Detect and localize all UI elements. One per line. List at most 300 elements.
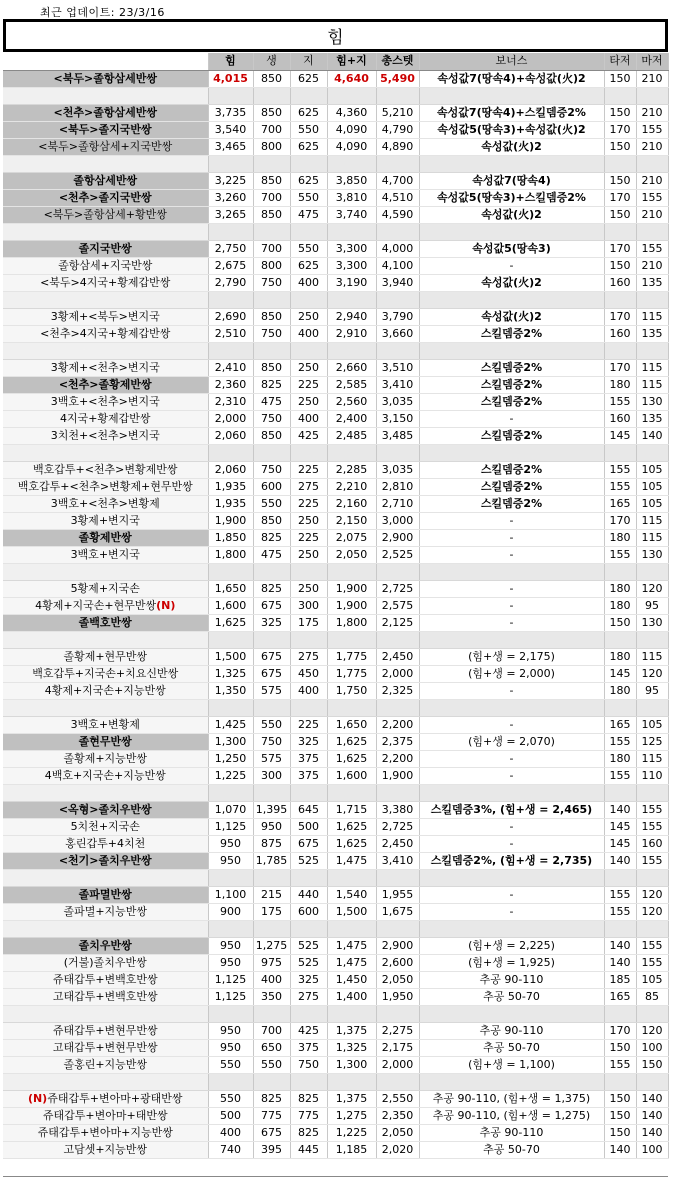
spacer-cell — [419, 1073, 604, 1090]
spacer-row — [3, 1005, 668, 1022]
build-name-cell: <북두>졸항삼세반쌍 — [3, 70, 208, 87]
mag-res-value: 160 — [636, 835, 668, 852]
hp-value: 575 — [253, 682, 290, 699]
spacer-cell — [604, 699, 636, 716]
spacer-cell — [253, 920, 290, 937]
table-row — [3, 325, 668, 342]
table-row — [3, 495, 668, 512]
build-name-cell: 4황제+지국손+지능반쌍 — [3, 682, 208, 699]
total-value: 2,200 — [376, 750, 419, 767]
str-int-value: 1,185 — [327, 1141, 376, 1158]
phys-res-value: 160 — [604, 325, 636, 342]
mag-res-value: 130 — [636, 614, 668, 631]
mag-res-value: 115 — [636, 308, 668, 325]
hp-value: 475 — [253, 393, 290, 410]
build-name-cell: 백호갑투+<천추>변황제+현무반쌍 — [3, 478, 208, 495]
bonus-value: 속성값(火)2 — [419, 206, 604, 223]
str-value: 950 — [208, 835, 253, 852]
spacer-cell — [376, 1005, 419, 1022]
spacer-cell — [636, 444, 668, 461]
total-value: 2,325 — [376, 682, 419, 699]
spacer-cell — [636, 920, 668, 937]
mag-res-value: 115 — [636, 512, 668, 529]
spacer-cell — [327, 920, 376, 937]
spacer-cell — [327, 869, 376, 886]
table-row — [3, 852, 668, 869]
str-value: 1,500 — [208, 648, 253, 665]
str-int-value: 1,900 — [327, 597, 376, 614]
bonus-value: 스킬뎀증2% — [419, 461, 604, 478]
spacer-cell — [327, 223, 376, 240]
spacer-cell — [604, 444, 636, 461]
spacer-cell — [3, 784, 208, 801]
total-value: 3,510 — [376, 359, 419, 376]
build-name-cell: 졸항삼세+지국반쌍 — [3, 257, 208, 274]
table-row — [3, 733, 668, 750]
bonus-value: (힘+생 = 2,000) — [419, 665, 604, 682]
int-value: 440 — [290, 886, 327, 903]
mag-res-value: 140 — [636, 427, 668, 444]
spacer-cell — [604, 1073, 636, 1090]
spacer-cell — [208, 291, 253, 308]
spacer-cell — [604, 631, 636, 648]
spacer-cell — [327, 342, 376, 359]
mag-res-value: 130 — [636, 546, 668, 563]
total-value: 2,000 — [376, 665, 419, 682]
phys-res-value: 150 — [604, 1107, 636, 1124]
build-name-cell: 백호갑투+<천추>변황제반쌍 — [3, 461, 208, 478]
mag-res-value: 120 — [636, 903, 668, 920]
phys-res-value: 165 — [604, 495, 636, 512]
total-value: 2,020 — [376, 1141, 419, 1158]
mag-res-value: 110 — [636, 767, 668, 784]
spacer-cell — [636, 1005, 668, 1022]
int-value: 825 — [290, 1090, 327, 1107]
total-value: 4,100 — [376, 257, 419, 274]
table-row — [3, 529, 668, 546]
phys-res-value: 155 — [604, 393, 636, 410]
build-name-cell: 졸파멸반쌍 — [3, 886, 208, 903]
str-value: 1,225 — [208, 767, 253, 784]
table-row — [3, 410, 668, 427]
mag-res-value: 150 — [636, 1056, 668, 1073]
table-row — [3, 614, 668, 631]
total-value: 3,000 — [376, 512, 419, 529]
mag-res-value: 105 — [636, 971, 668, 988]
build-name-cell: 3치천+<천추>변지국 — [3, 427, 208, 444]
phys-res-value: 145 — [604, 835, 636, 852]
spacer-cell — [253, 291, 290, 308]
int-value: 450 — [290, 665, 327, 682]
spacer-cell — [636, 223, 668, 240]
mag-res-value: 115 — [636, 529, 668, 546]
phys-res-value: 180 — [604, 648, 636, 665]
spacer-cell — [253, 699, 290, 716]
int-value: 225 — [290, 716, 327, 733]
int-value: 625 — [290, 257, 327, 274]
spacer-cell — [327, 1005, 376, 1022]
str-value: 2,360 — [208, 376, 253, 393]
hp-value: 700 — [253, 1022, 290, 1039]
total-value: 3,485 — [376, 427, 419, 444]
header-mag-res: 마저 — [636, 53, 668, 70]
phys-res-value: 150 — [604, 1090, 636, 1107]
bonus-value: 속성값5(땅속3)+속성값(火)2 — [419, 121, 604, 138]
phys-res-value: 155 — [604, 767, 636, 784]
table-row — [3, 648, 668, 665]
mag-res-value: 155 — [636, 818, 668, 835]
total-value: 2,900 — [376, 529, 419, 546]
phys-res-value: 140 — [604, 801, 636, 818]
int-value: 775 — [290, 1107, 327, 1124]
spacer-cell — [376, 1073, 419, 1090]
mag-res-value: 95 — [636, 597, 668, 614]
str-value: 1,800 — [208, 546, 253, 563]
build-name-cell: 고태갑투+변현무반쌍 — [3, 1039, 208, 1056]
phys-res-value: 185 — [604, 971, 636, 988]
total-value: 5,490 — [376, 70, 419, 87]
total-value: 5,210 — [376, 104, 419, 121]
spacer-cell — [327, 1073, 376, 1090]
total-value: 2,900 — [376, 937, 419, 954]
bonus-value: - — [419, 257, 604, 274]
hp-value: 700 — [253, 121, 290, 138]
spacer-row — [3, 920, 668, 937]
table-row — [3, 189, 668, 206]
build-name-cell: 3백호+변지국 — [3, 546, 208, 563]
spacer-cell — [3, 1073, 208, 1090]
bonus-value: 속성값(火)2 — [419, 308, 604, 325]
int-value: 645 — [290, 801, 327, 818]
mag-res-value: 210 — [636, 70, 668, 87]
page-title: 힘 — [3, 19, 668, 52]
spacer-cell — [636, 699, 668, 716]
table-row — [3, 1090, 668, 1107]
hp-value: 325 — [253, 614, 290, 631]
spacer-cell — [604, 291, 636, 308]
str-value: 2,750 — [208, 240, 253, 257]
spacer-row — [3, 1073, 668, 1090]
int-value: 225 — [290, 376, 327, 393]
hp-value: 675 — [253, 665, 290, 682]
str-value: 950 — [208, 937, 253, 954]
str-int-value: 1,475 — [327, 954, 376, 971]
int-value: 250 — [290, 359, 327, 376]
hp-value: 750 — [253, 325, 290, 342]
hp-value: 825 — [253, 376, 290, 393]
build-name-cell: 졸지국반쌍 — [3, 240, 208, 257]
hp-value: 850 — [253, 308, 290, 325]
build-name-cell: <천추>졸항삼세반쌍 — [3, 104, 208, 121]
phys-res-value: 170 — [604, 308, 636, 325]
spacer-cell — [290, 920, 327, 937]
table-row — [3, 835, 668, 852]
bonus-value: - — [419, 716, 604, 733]
mag-res-value: 130 — [636, 393, 668, 410]
str-int-value: 1,625 — [327, 733, 376, 750]
build-name-cell: <옥형>졸치우반쌍 — [3, 801, 208, 818]
spacer-cell — [208, 784, 253, 801]
spacer-cell — [253, 342, 290, 359]
mag-res-value: 155 — [636, 189, 668, 206]
str-value: 1,600 — [208, 597, 253, 614]
spacer-cell — [208, 699, 253, 716]
str-int-value: 4,090 — [327, 121, 376, 138]
table-header-row — [3, 53, 668, 70]
build-name-cell: 쥬태갑투+변아마+지능반쌍 — [3, 1124, 208, 1141]
mag-res-value: 210 — [636, 172, 668, 189]
phys-res-value: 165 — [604, 716, 636, 733]
phys-res-value: 180 — [604, 580, 636, 597]
spacer-cell — [636, 155, 668, 172]
spacer-cell — [3, 155, 208, 172]
hp-value: 175 — [253, 903, 290, 920]
build-name-cell: 졸항삼세반쌍 — [3, 172, 208, 189]
phys-res-value: 150 — [604, 1039, 636, 1056]
spacer-cell — [419, 342, 604, 359]
spacer-cell — [208, 155, 253, 172]
mag-res-value: 155 — [636, 121, 668, 138]
spacer-cell — [636, 631, 668, 648]
spacer-row — [3, 444, 668, 461]
spacer-cell — [327, 87, 376, 104]
hp-value: 750 — [253, 274, 290, 291]
spacer-cell — [3, 291, 208, 308]
spacer-cell — [636, 1073, 668, 1090]
bonus-value: 속성값5(땅속3) — [419, 240, 604, 257]
spacer-cell — [290, 1005, 327, 1022]
spacer-cell — [208, 87, 253, 104]
table-row — [3, 359, 668, 376]
mag-res-value: 135 — [636, 325, 668, 342]
str-int-value: 3,740 — [327, 206, 376, 223]
hp-value: 700 — [253, 240, 290, 257]
bonus-value: - — [419, 597, 604, 614]
spacer-cell — [376, 920, 419, 937]
table-row — [3, 818, 668, 835]
str-int-value: 1,750 — [327, 682, 376, 699]
spacer-cell — [376, 155, 419, 172]
bonus-value: 속성값7(땅속4) — [419, 172, 604, 189]
hp-value: 800 — [253, 257, 290, 274]
str-int-value: 2,485 — [327, 427, 376, 444]
phys-res-value: 170 — [604, 512, 636, 529]
int-value: 525 — [290, 852, 327, 869]
table-row — [3, 478, 668, 495]
spacer-cell — [327, 699, 376, 716]
str-int-value: 1,400 — [327, 988, 376, 1005]
spacer-row — [3, 87, 668, 104]
total-value: 1,900 — [376, 767, 419, 784]
build-name-cell: 3백호+<천추>변지국 — [3, 393, 208, 410]
hp-value: 875 — [253, 835, 290, 852]
mag-res-value: 140 — [636, 1124, 668, 1141]
total-value: 3,035 — [376, 461, 419, 478]
phys-res-value: 140 — [604, 852, 636, 869]
total-value: 2,725 — [376, 818, 419, 835]
table-row — [3, 1107, 668, 1124]
str-value: 2,060 — [208, 461, 253, 478]
hp-value: 395 — [253, 1141, 290, 1158]
total-value: 2,375 — [376, 733, 419, 750]
build-name-cell: <북두>졸항삼세+지국반쌍 — [3, 138, 208, 155]
total-value: 2,050 — [376, 971, 419, 988]
hp-value: 800 — [253, 138, 290, 155]
table-row — [3, 801, 668, 818]
phys-res-value: 150 — [604, 104, 636, 121]
str-int-value: 1,325 — [327, 1039, 376, 1056]
spacer-cell — [208, 444, 253, 461]
bonus-value: - — [419, 682, 604, 699]
table-row — [3, 512, 668, 529]
table-body — [3, 53, 668, 1158]
total-value: 4,890 — [376, 138, 419, 155]
str-value: 1,100 — [208, 886, 253, 903]
spacer-cell — [376, 87, 419, 104]
phys-res-value: 155 — [604, 733, 636, 750]
spacer-cell — [636, 563, 668, 580]
hp-value: 825 — [253, 1090, 290, 1107]
spacer-cell — [253, 1005, 290, 1022]
int-value: 625 — [290, 138, 327, 155]
str-value: 2,675 — [208, 257, 253, 274]
spacer-row — [3, 631, 668, 648]
spacer-cell — [208, 223, 253, 240]
spacer-cell — [376, 869, 419, 886]
spacer-cell — [208, 1073, 253, 1090]
total-value: 2,600 — [376, 954, 419, 971]
total-value: 3,035 — [376, 393, 419, 410]
phys-res-value: 140 — [604, 1141, 636, 1158]
hp-value: 1,275 — [253, 937, 290, 954]
bonus-value: - — [419, 818, 604, 835]
spacer-cell — [419, 291, 604, 308]
phys-res-value: 180 — [604, 529, 636, 546]
str-int-value: 3,300 — [327, 257, 376, 274]
build-name-cell: 졸백호반쌍 — [3, 614, 208, 631]
total-value: 2,810 — [376, 478, 419, 495]
str-int-value: 2,660 — [327, 359, 376, 376]
build-name-cell: 쥬태갑투+변현무반쌍 — [3, 1022, 208, 1039]
total-value: 1,950 — [376, 988, 419, 1005]
spacer-row — [3, 699, 668, 716]
str-value: 1,900 — [208, 512, 253, 529]
spacer-cell — [3, 920, 208, 937]
total-value: 3,660 — [376, 325, 419, 342]
hp-value: 850 — [253, 104, 290, 121]
total-value: 4,590 — [376, 206, 419, 223]
phys-res-value: 155 — [604, 461, 636, 478]
spacer-cell — [290, 87, 327, 104]
int-value: 625 — [290, 70, 327, 87]
str-value: 2,510 — [208, 325, 253, 342]
build-name-cell: 고담셋+지능반쌍 — [3, 1141, 208, 1158]
build-name: 쥬태갑투+변아마+광태반쌍 — [47, 1091, 183, 1105]
spacer-cell — [290, 444, 327, 461]
spacer-cell — [253, 223, 290, 240]
str-int-value: 3,300 — [327, 240, 376, 257]
str-value: 550 — [208, 1090, 253, 1107]
str-value: 950 — [208, 1039, 253, 1056]
bonus-value: 속성값(火)2 — [419, 138, 604, 155]
mag-res-value: 115 — [636, 376, 668, 393]
spacer-cell — [290, 631, 327, 648]
str-value: 1,300 — [208, 733, 253, 750]
bonus-value: - — [419, 886, 604, 903]
mag-res-value: 120 — [636, 886, 668, 903]
str-int-value: 1,475 — [327, 937, 376, 954]
phys-res-value: 155 — [604, 546, 636, 563]
bonus-value: 속성값5(땅속3)+스킬뎀증2% — [419, 189, 604, 206]
spacer-cell — [290, 784, 327, 801]
phys-res-value: 140 — [604, 954, 636, 971]
spacer-cell — [419, 87, 604, 104]
table-row — [3, 988, 668, 1005]
mag-res-value: 105 — [636, 478, 668, 495]
build-name-cell: 4지국+황제갑반쌍 — [3, 410, 208, 427]
new-badge: (N) — [156, 598, 176, 612]
total-value: 4,000 — [376, 240, 419, 257]
spacer-cell — [376, 444, 419, 461]
bonus-value: - — [419, 750, 604, 767]
str-value: 1,350 — [208, 682, 253, 699]
spacer-cell — [636, 869, 668, 886]
int-value: 250 — [290, 393, 327, 410]
total-value: 2,550 — [376, 1090, 419, 1107]
phys-res-value: 170 — [604, 1022, 636, 1039]
int-value: 400 — [290, 410, 327, 427]
table-row — [3, 308, 668, 325]
str-int-value: 1,900 — [327, 580, 376, 597]
build-name-cell: 졸홍린+지능반쌍 — [3, 1056, 208, 1073]
str-int-value: 3,850 — [327, 172, 376, 189]
table-row — [3, 121, 668, 138]
int-value: 425 — [290, 427, 327, 444]
spacer-cell — [327, 631, 376, 648]
str-int-value: 3,190 — [327, 274, 376, 291]
spacer-cell — [208, 920, 253, 937]
hp-value: 850 — [253, 427, 290, 444]
str-int-value: 2,075 — [327, 529, 376, 546]
spacer-cell — [208, 869, 253, 886]
spacer-cell — [604, 563, 636, 580]
spacer-cell — [604, 155, 636, 172]
build-name-cell: <북두>졸항삼세+황반쌍 — [3, 206, 208, 223]
table-row — [3, 240, 668, 257]
spacer-row — [3, 342, 668, 359]
hp-value: 850 — [253, 512, 290, 529]
spacer-cell — [604, 1005, 636, 1022]
new-badge: (N) — [27, 1091, 48, 1105]
mag-res-value: 210 — [636, 104, 668, 121]
table-row — [3, 903, 668, 920]
int-value: 400 — [290, 325, 327, 342]
build-name-cell: 3백호+<천추>변황제 — [3, 495, 208, 512]
hp-value: 850 — [253, 70, 290, 87]
int-value: 225 — [290, 529, 327, 546]
spacer-cell — [376, 563, 419, 580]
bonus-value: (힘+생 = 2,175) — [419, 648, 604, 665]
str-value: 1,425 — [208, 716, 253, 733]
str-value: 1,125 — [208, 818, 253, 835]
hp-value: 675 — [253, 597, 290, 614]
bonus-value: 스킬뎀증2% — [419, 393, 604, 410]
spacer-cell — [376, 699, 419, 716]
total-value: 2,000 — [376, 1056, 419, 1073]
bonus-value: - — [419, 546, 604, 563]
hp-value: 950 — [253, 818, 290, 835]
bonus-value: 추공 90-110 — [419, 1124, 604, 1141]
